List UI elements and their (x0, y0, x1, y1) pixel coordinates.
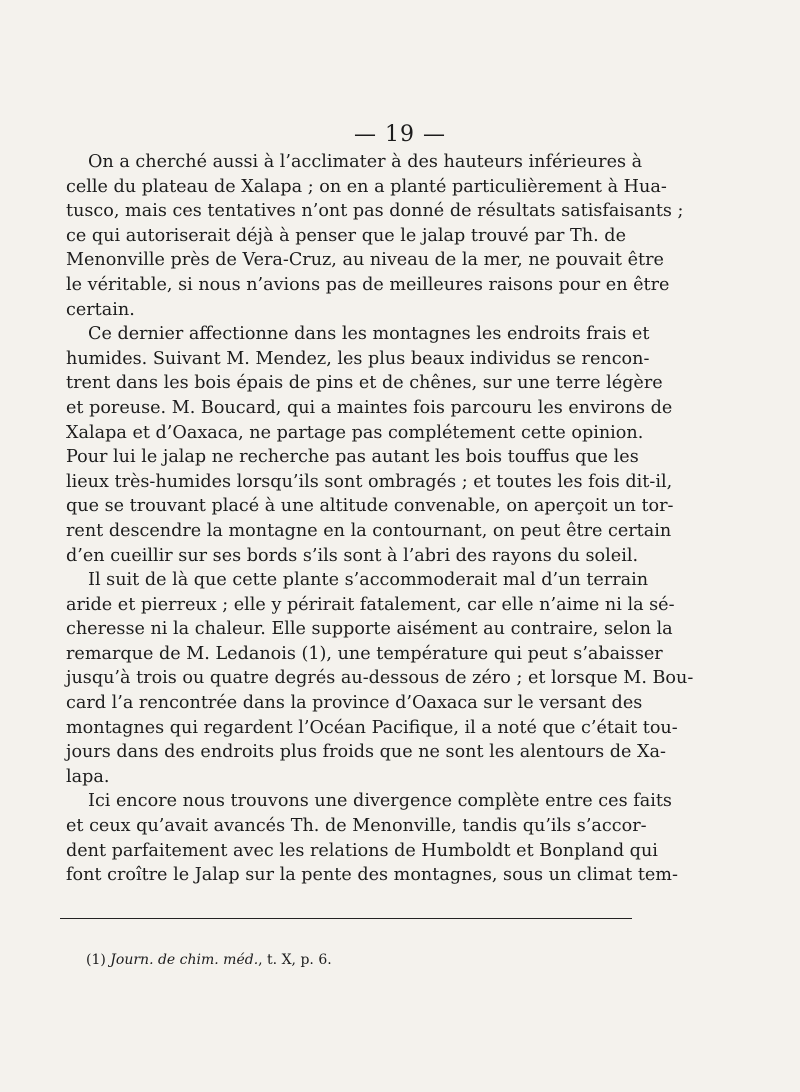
text-line: celle du plateau de Xalapa ; on en a planté particulièrement à Hua- (66, 176, 667, 197)
paragraph (66, 789, 678, 887)
text-line: Menonville près de Vera-Cruz, au niveau de la mer, ne pouvait être (66, 250, 664, 271)
text-line: Il suit de là que cette plante s’accommoderait mal d’un terrain (88, 570, 649, 591)
text-line: Ici encore nous trouvons une divergence complète entre ces faits (88, 791, 672, 812)
footnote-marker: (1) (86, 952, 106, 968)
text-line: aride et pierreux ; elle y périrait fatalement, car elle n’aime ni la sé- (66, 594, 675, 615)
text-line: certain. (66, 299, 135, 320)
text-line: le véritable, si nous n’avions pas de meilleures raisons pour en être (66, 274, 670, 295)
text-line: rent descendre la montagne en la contournant, on peut être certain (66, 520, 672, 541)
footnote-reference: , t. X, p. 6. (258, 952, 332, 968)
text-line: humides. Suivant M. Mendez, les plus beaux individus se rencon- (66, 348, 650, 369)
text-line: jours dans des endroits plus froids que ne sont les alentours de Xa- (66, 742, 666, 763)
text-line: trent dans les bois épais de pins et de chênes, sur une terre légère (66, 373, 663, 394)
text-line: Ce dernier affectionne dans les montagnes les endroits frais et (88, 324, 650, 345)
paragraph (66, 568, 694, 789)
text-line: jusqu’à trois ou quatre degrés au-dessous de zéro ; et lorsque M. Bou- (66, 668, 694, 689)
paragraph (66, 150, 684, 322)
text-line: montagnes qui regardent l’Océan Pacifique, il a noté que c’était tou- (66, 717, 678, 738)
paragraph (66, 322, 674, 568)
text-line: Xalapa et d’Oaxaca, ne partage pas complétement cette opinion. (66, 422, 644, 443)
text-line: card l’a rencontrée dans la province d’Oaxaca sur le versant des (66, 693, 643, 714)
footnote-divider (60, 918, 632, 919)
footnote-journal: Journ. de chim. méd. (110, 952, 259, 968)
text-line: On a cherché aussi à l’acclimater à des hauteurs inférieures à (88, 152, 643, 172)
text-line: d’en cueillir sur ses bords s’ils sont à l’abri des rayons du soleil. (66, 545, 639, 566)
text-line: dent parfaitement avec les relations de Humboldt et Bonpland qui (66, 840, 658, 861)
text-line: ce qui autoriserait déjà à penser que le jalap trouvé par Th. de (66, 225, 626, 246)
text-line: tusco, mais ces tentatives n’ont pas donné de résultats satisfaisants ; (66, 201, 684, 222)
text-line: que se trouvant placé à une altitude convenable, on aperçoit un tor- (66, 496, 674, 517)
page-number: — 19 — (354, 122, 446, 147)
text-line: et ceux qu’avait avancés Th. de Menonville, tandis qu’ils s’accor- (66, 816, 647, 837)
text-line: cheresse ni la chaleur. Elle supporte aisément au contraire, selon la (66, 619, 673, 640)
text-line: font croître le Jalap sur la pente des montagnes, sous un climat tem- (66, 865, 678, 886)
body-text (66, 150, 694, 888)
text-line: remarque de M. Ledanois (1), une température qui peut s’abaisser (66, 643, 663, 664)
text-line: et poreuse. M. Boucard, qui a maintes fois parcouru les environs de (66, 397, 673, 418)
footnote (86, 952, 332, 968)
text-line: Pour lui le jalap ne recherche pas autant les bois touffus que les (66, 447, 639, 468)
text-line: lapa. (66, 766, 110, 787)
text-line: lieux très-humides lorsqu’ils sont ombragés ; et toutes les fois dit-il, (66, 471, 673, 492)
